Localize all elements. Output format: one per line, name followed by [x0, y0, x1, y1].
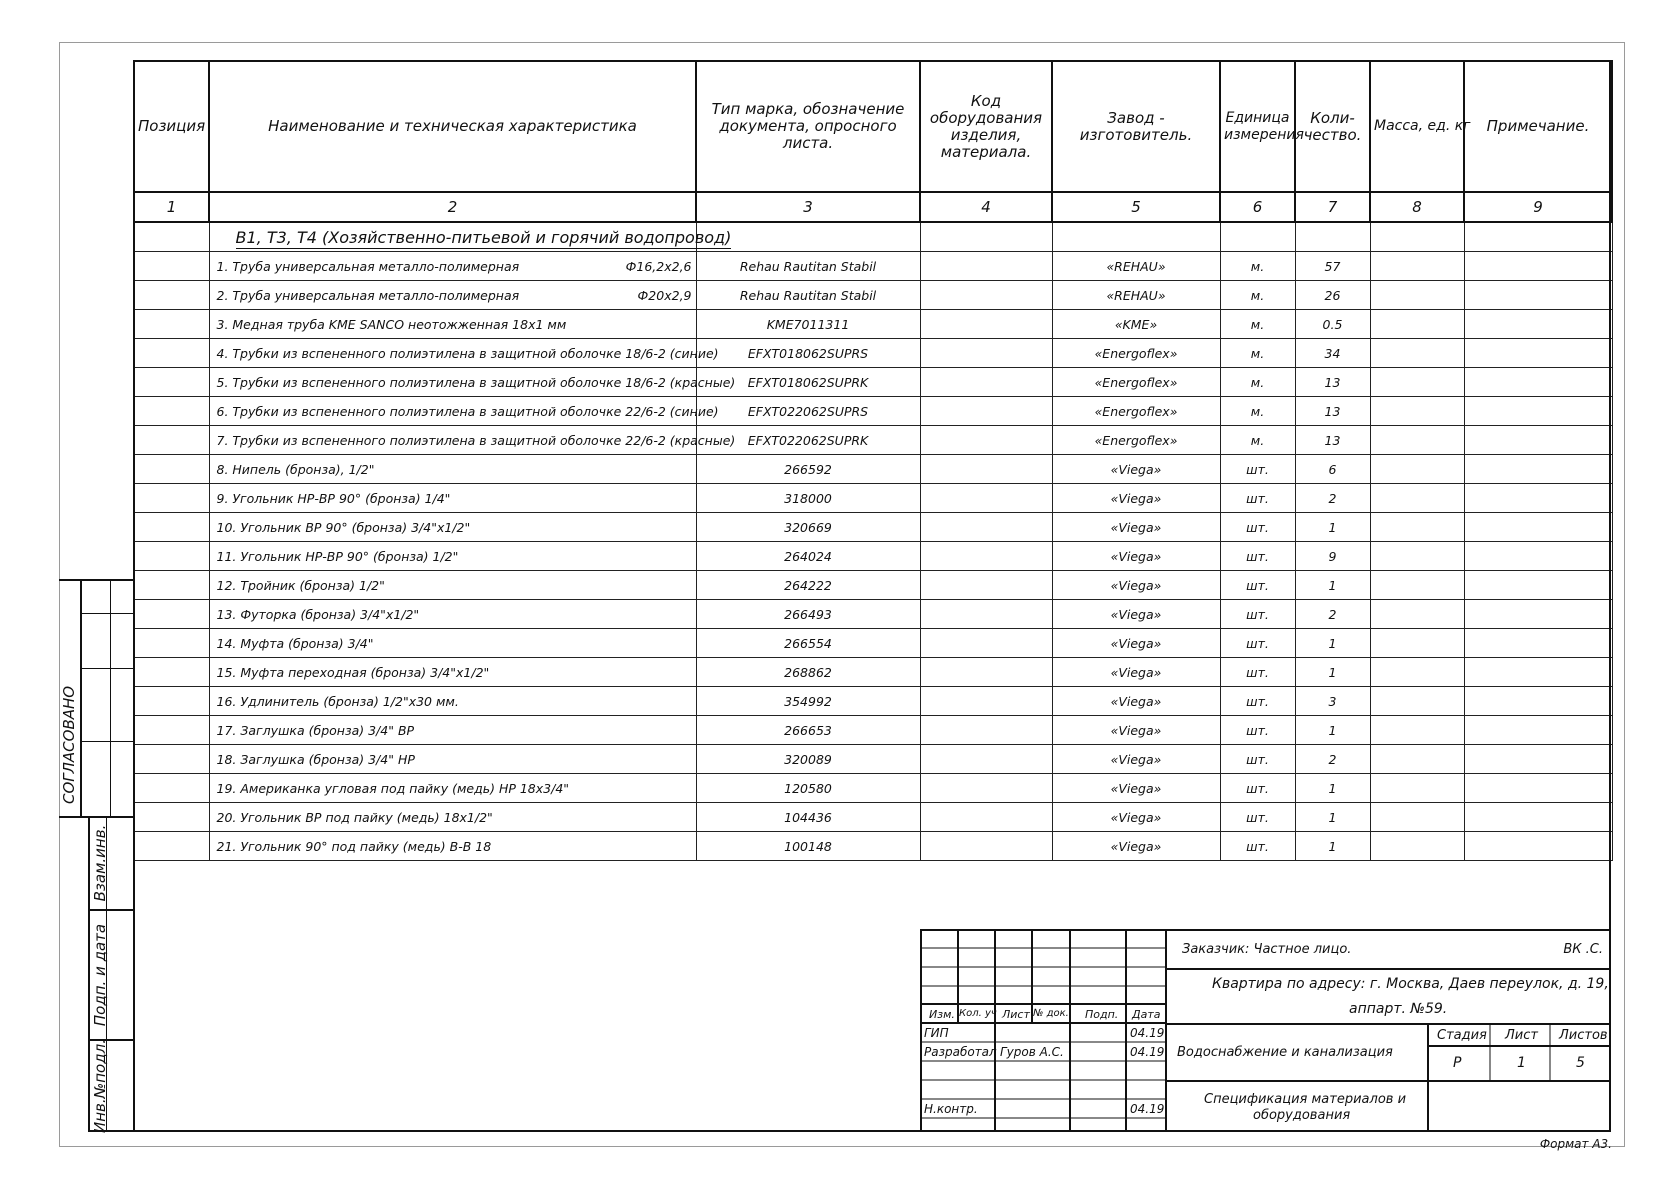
cell-qty: 1: [1295, 716, 1370, 745]
cell-type: 318000: [696, 484, 920, 513]
cell-type: 104436: [696, 803, 920, 832]
cell-type: 120580: [696, 774, 920, 803]
cell-unit: шт.: [1220, 774, 1295, 803]
cell-unit: шт.: [1220, 687, 1295, 716]
item-name: 11. Угольник НР-ВР 90° (бронза) 1/2": [216, 548, 459, 564]
item-name: 13. Футорка (бронза) 3/4"х1/2": [216, 606, 420, 622]
cell-maker: «Viega»: [1052, 658, 1220, 687]
developer-name: Гуров А.С.: [1000, 1045, 1064, 1059]
cell-type: Rehau Rautitan Stabil: [696, 252, 920, 281]
cell-type: 320669: [696, 513, 920, 542]
cell-qty: 34: [1295, 339, 1370, 368]
cell-maker: «Viega»: [1052, 513, 1220, 542]
stage-header: Стадия: [1437, 1028, 1487, 1043]
cell-qty: 1: [1295, 571, 1370, 600]
cell-unit: шт.: [1220, 832, 1295, 861]
header-mass: Масса, ед. кг: [1370, 61, 1464, 192]
doc-title-1: Спецификация материалов и: [1204, 1092, 1407, 1107]
cell-maker: «Energoflex»: [1052, 426, 1220, 455]
column-number: 1: [134, 192, 209, 222]
kolych-label: Кол. уч: [959, 1008, 997, 1019]
cell-type: EFXT022062SUPRK: [696, 426, 920, 455]
cell-maker: «Viega»: [1052, 571, 1220, 600]
cell-unit: м.: [1220, 426, 1295, 455]
item-name: 20. Угольник ВР под пайку (медь) 18х1/2": [216, 809, 493, 825]
header-position: Позиция: [134, 61, 209, 192]
header-note: Примечание.: [1464, 61, 1612, 192]
izm-label: Изм.: [929, 1008, 955, 1021]
cell-maker: «Viega»: [1052, 484, 1220, 513]
agreed-label: СОГЛАСОВАНО: [60, 685, 78, 804]
address-line-2: аппарт. №59.: [1349, 1001, 1448, 1017]
cell-qty: 6: [1295, 455, 1370, 484]
cell-type: Rehau Rautitan Stabil: [696, 281, 920, 310]
cell-qty: 2: [1295, 745, 1370, 774]
cell-type: 266653: [696, 716, 920, 745]
item-dimension: Ф16,2х2,6: [625, 259, 692, 274]
item-name: 6. Трубки из вспененного полиэтилена в защитной оболочке 22/6-2 (синие): [216, 403, 719, 419]
cell-qty: 2: [1295, 600, 1370, 629]
item-name: 5. Трубки из вспененного полиэтилена в защитной оболочке 18/6-2 (красные): [216, 374, 736, 390]
cell-qty: 3: [1295, 687, 1370, 716]
cell-type: 264024: [696, 542, 920, 571]
cell-qty: 1: [1295, 629, 1370, 658]
sheets-header: Листов: [1559, 1028, 1608, 1043]
gip-label: ГИП: [924, 1026, 949, 1040]
item-name: 10. Угольник ВР 90° (бронза) 3/4"х1/2": [216, 519, 471, 535]
column-number: 5: [1052, 192, 1220, 222]
cell-unit: шт.: [1220, 658, 1295, 687]
inv-label: Инв.№подл.: [91, 1039, 109, 1133]
header-code: Код оборудования изделия, материала.: [920, 61, 1052, 192]
cell-qty: 57: [1295, 252, 1370, 281]
item-name: 17. Заглушка (бронза) 3/4" ВР: [216, 722, 415, 738]
title-block: [920, 929, 1611, 1132]
cell-unit: шт.: [1220, 600, 1295, 629]
cell-unit: шт.: [1220, 745, 1295, 774]
address-line-1: Квартира по адресу: г. Москва, Даев переулок, д. 19,: [1212, 976, 1609, 992]
column-number: 9: [1464, 192, 1612, 222]
cell-unit: шт.: [1220, 716, 1295, 745]
cell-qty: 26: [1295, 281, 1370, 310]
cell-type: 268862: [696, 658, 920, 687]
item-name: 1. Труба универсальная металло-полимерная: [216, 258, 520, 274]
header-name: Наименование и техническая характеристика: [209, 61, 696, 192]
cell-unit: шт.: [1220, 455, 1295, 484]
data-label: Дата: [1132, 1008, 1161, 1021]
column-number: 2: [209, 192, 696, 222]
item-name: 16. Удлинитель (бронза) 1/2"х30 мм.: [216, 693, 459, 709]
cell-type: 266493: [696, 600, 920, 629]
doc-title-2: оборудования: [1253, 1108, 1351, 1123]
cell-type: EFXT022062SUPRS: [696, 397, 920, 426]
cell-qty: 2: [1295, 484, 1370, 513]
cell-type: 100148: [696, 832, 920, 861]
cell-unit: м.: [1220, 397, 1295, 426]
format-label: Формат А3.: [1539, 1137, 1612, 1151]
cell-qty: 1: [1295, 832, 1370, 861]
developer-label: Разработал: [924, 1045, 997, 1059]
cell-maker: «KME»: [1052, 310, 1220, 339]
cell-maker: «Viega»: [1052, 803, 1220, 832]
cell-maker: «Viega»: [1052, 716, 1220, 745]
cell-maker: «Viega»: [1052, 745, 1220, 774]
cell-unit: м.: [1220, 252, 1295, 281]
cell-type: KME7011311: [696, 310, 920, 339]
cell-type: 320089: [696, 745, 920, 774]
cell-unit: шт.: [1220, 629, 1295, 658]
cell-type: 266554: [696, 629, 920, 658]
cell-maker: «Energoflex»: [1052, 368, 1220, 397]
norm-control-label: Н.контр.: [924, 1102, 978, 1116]
customer: Заказчик: Частное лицо.: [1182, 942, 1352, 957]
column-number: 4: [920, 192, 1052, 222]
cell-unit: шт.: [1220, 803, 1295, 832]
cell-maker: «Viega»: [1052, 600, 1220, 629]
sheets-value: 5: [1576, 1055, 1585, 1071]
cell-type: EFXT018062SUPRK: [696, 368, 920, 397]
gip-date: 04.19: [1130, 1026, 1165, 1040]
cell-unit: шт.: [1220, 542, 1295, 571]
cell-maker: «Viega»: [1052, 832, 1220, 861]
cell-type: 354992: [696, 687, 920, 716]
cell-qty: 1: [1295, 513, 1370, 542]
section-title: В1, Т3, Т4 (Хозяйственно-питьевой и горячий водопровод): [235, 227, 732, 247]
cell-unit: м.: [1220, 281, 1295, 310]
item-name: 3. Медная труба KME SANCO неотожженная 18х1 мм: [216, 316, 567, 332]
sheet-header: Лист: [1505, 1028, 1538, 1043]
cell-qty: 1: [1295, 803, 1370, 832]
list-label: Лист: [1002, 1008, 1030, 1021]
developer-date: 04.19: [1130, 1045, 1165, 1059]
doc-code: ВК .С.: [1563, 942, 1603, 957]
cell-type: 266592: [696, 455, 920, 484]
cell-qty: 13: [1295, 368, 1370, 397]
cell-unit: шт.: [1220, 571, 1295, 600]
cell-maker: «Viega»: [1052, 542, 1220, 571]
column-number: 8: [1370, 192, 1464, 222]
item-name: 4. Трубки из вспененного полиэтилена в защитной оболочке 18/6-2 (синие): [216, 345, 719, 361]
cell-type: EFXT018062SUPRS: [696, 339, 920, 368]
podp-label-tb: Подп.: [1085, 1008, 1119, 1021]
cell-maker: «Viega»: [1052, 687, 1220, 716]
item-name: 19. Американка угловая под пайку (медь) НР 18х3/4": [216, 780, 570, 796]
ndok-label: № док.: [1033, 1008, 1069, 1019]
cell-qty: 13: [1295, 397, 1370, 426]
item-name: 8. Нипель (бронза), 1/2": [216, 461, 375, 477]
podp-label: Подп. и дата: [91, 923, 109, 1027]
cell-maker: «Energoflex»: [1052, 339, 1220, 368]
header-unit: Единица измерения: [1220, 61, 1295, 192]
cell-unit: м.: [1220, 310, 1295, 339]
cell-unit: м.: [1220, 368, 1295, 397]
sheet-value: 1: [1517, 1055, 1526, 1071]
section-name: Водоснабжение и канализация: [1177, 1045, 1393, 1060]
item-name: 2. Труба универсальная металло-полимерная: [216, 287, 520, 303]
column-number: 6: [1220, 192, 1295, 222]
cell-unit: м.: [1220, 339, 1295, 368]
item-name: 15. Муфта переходная (бронза) 3/4"х1/2": [216, 664, 490, 680]
header-maker: Завод - изготовитель.: [1052, 61, 1220, 192]
item-name: 14. Муфта (бронза) 3/4": [216, 635, 374, 651]
item-dimension: Ф20х2,9: [637, 288, 692, 303]
cell-type: 264222: [696, 571, 920, 600]
item-name: 18. Заглушка (бронза) 3/4" НР: [216, 751, 415, 767]
cell-maker: «REHAU»: [1052, 281, 1220, 310]
cell-qty: 0.5: [1295, 310, 1370, 339]
cell-qty: 13: [1295, 426, 1370, 455]
item-name: 9. Угольник НР-ВР 90° (бронза) 1/4": [216, 490, 451, 506]
item-name: 21. Угольник 90° под пайку (медь) В-В 18: [216, 838, 492, 854]
cell-qty: 1: [1295, 658, 1370, 687]
cell-unit: шт.: [1220, 484, 1295, 513]
cell-maker: «Energoflex»: [1052, 397, 1220, 426]
cell-qty: 1: [1295, 774, 1370, 803]
column-number: 7: [1295, 192, 1370, 222]
cell-unit: шт.: [1220, 513, 1295, 542]
header-type: Тип марка, обозначение документа, опросного листа.: [696, 61, 920, 192]
vzam-label: Взам.инв.: [91, 824, 109, 902]
cell-maker: «Viega»: [1052, 774, 1220, 803]
cell-maker: «REHAU»: [1052, 252, 1220, 281]
cell-qty: 9: [1295, 542, 1370, 571]
column-number: 3: [696, 192, 920, 222]
item-name: 12. Тройник (бронза) 1/2": [216, 577, 385, 593]
cell-maker: «Viega»: [1052, 629, 1220, 658]
item-name: 7. Трубки из вспененного полиэтилена в защитной оболочке 22/6-2 (красные): [216, 432, 736, 448]
stage-value: Р: [1453, 1055, 1462, 1071]
norm-control-date: 04.19: [1130, 1102, 1165, 1116]
cell-maker: «Viega»: [1052, 455, 1220, 484]
header-qty: Коли- чество.: [1295, 61, 1370, 192]
